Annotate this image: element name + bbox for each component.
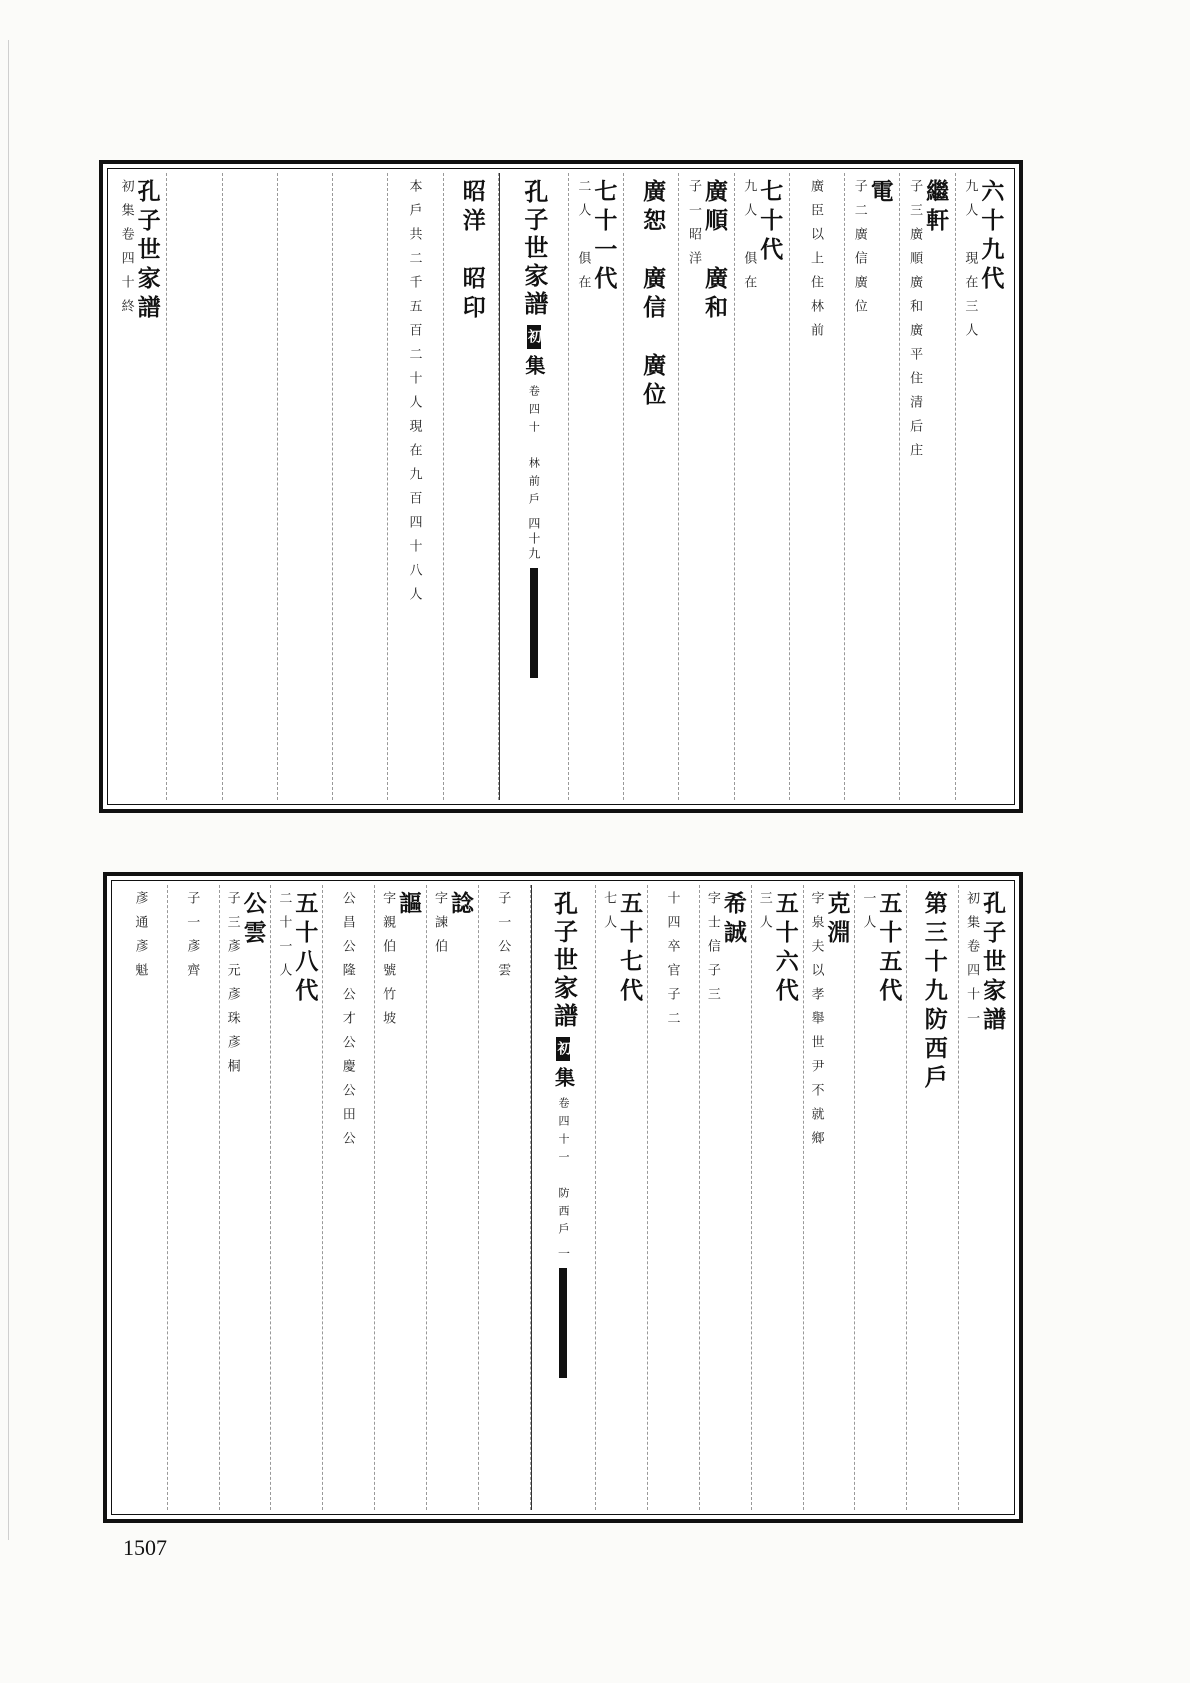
column-main-text: 廣恕 廣信 廣位 bbox=[639, 179, 667, 411]
spine-stack bbox=[519, 179, 549, 800]
spine-mark: 初 bbox=[556, 1037, 570, 1061]
column-note-text: 初集卷四十終 bbox=[118, 179, 134, 323]
spine-title: 孔子世家譜 bbox=[519, 179, 549, 319]
text-column bbox=[116, 885, 168, 1510]
text-column bbox=[479, 885, 531, 1510]
text-column bbox=[959, 885, 1010, 1510]
column-note-text: 二人 俱在 bbox=[575, 179, 591, 299]
text-column bbox=[900, 173, 955, 800]
column-main-text: 五十七代 bbox=[616, 891, 644, 1007]
text-column bbox=[735, 173, 790, 800]
column-note-text: 字泉夫以孝舉世尹不就鄉 bbox=[808, 891, 824, 1155]
text-column bbox=[168, 885, 220, 1510]
text-column bbox=[323, 885, 375, 1510]
text-column bbox=[271, 885, 323, 1510]
column-note-text: 子二廣信廣位 bbox=[851, 179, 867, 323]
text-column bbox=[167, 173, 222, 800]
column-note-text: 二十一人 bbox=[276, 891, 292, 987]
column-main-text: 電 bbox=[866, 179, 894, 208]
text-column bbox=[624, 173, 679, 800]
column-main-text: 諗 bbox=[446, 891, 474, 920]
text-column bbox=[375, 885, 427, 1510]
column-main-text: 昭洋 昭印 bbox=[458, 179, 486, 324]
text-column bbox=[427, 885, 479, 1510]
column-note-text: 廣臣以上住林前 bbox=[808, 179, 824, 347]
column-note-text: 子一彥齊 bbox=[184, 891, 200, 987]
text-column bbox=[596, 885, 648, 1510]
spine-bar bbox=[530, 568, 538, 678]
column-note-text: 三人 bbox=[756, 891, 772, 939]
spine-volume: 集 bbox=[521, 355, 546, 379]
text-column bbox=[956, 173, 1010, 800]
text-column bbox=[648, 885, 700, 1510]
column-note-text: 公昌公隆公才公慶公田公 bbox=[339, 891, 355, 1155]
lower-page-columns bbox=[116, 885, 1010, 1510]
column-note-text: 九人 俱在 bbox=[741, 179, 757, 299]
spine-title: 孔子世家譜 bbox=[549, 891, 579, 1031]
column-main-text: 繼軒 bbox=[922, 179, 950, 237]
upper-page-columns bbox=[112, 173, 1010, 800]
text-column bbox=[700, 885, 752, 1510]
column-note-text: 十四卒官子二 bbox=[664, 891, 680, 1035]
text-column bbox=[845, 173, 900, 800]
column-main-text: 謳 bbox=[395, 891, 423, 920]
text-column bbox=[907, 885, 959, 1510]
column-note-text: 字諫伯 bbox=[431, 891, 447, 963]
column-note-text: 字士信子三 bbox=[704, 891, 720, 1011]
column-note-text: 子三廣順廣和廣平住清后庄 bbox=[907, 179, 923, 467]
text-column bbox=[752, 885, 804, 1510]
text-column bbox=[679, 173, 734, 800]
spine-mark: 初 bbox=[527, 325, 541, 349]
spine-page-label: 四十九 bbox=[526, 517, 541, 562]
column-note-text: 子三彥元彥珠彥桐 bbox=[224, 891, 240, 1083]
column-main-text: 公雲 bbox=[239, 891, 267, 949]
column-note-text: 初集卷四十一 bbox=[964, 891, 980, 1035]
spine-column bbox=[499, 173, 569, 800]
column-main-text: 七十代 bbox=[756, 179, 784, 266]
spine-bar bbox=[559, 1268, 567, 1378]
column-main-text: 七十一代 bbox=[590, 179, 618, 295]
column-main-text: 五十五代 bbox=[875, 891, 903, 1007]
spine-stack bbox=[549, 891, 579, 1510]
column-main-text: 第三十九防西戶 bbox=[920, 891, 948, 1094]
column-main-text: 五十六代 bbox=[771, 891, 799, 1007]
column-note-text: 子一昭洋 bbox=[685, 179, 701, 275]
text-column bbox=[790, 173, 845, 800]
column-main-text: 五十八代 bbox=[291, 891, 319, 1007]
column-main-text: 六十九代 bbox=[977, 179, 1005, 295]
column-note-text: 本戶共二千五百二十人現在九百四十八人 bbox=[406, 179, 422, 611]
text-column bbox=[444, 173, 499, 800]
text-column bbox=[112, 173, 167, 800]
column-main-text: 廣順 廣和 bbox=[700, 179, 728, 324]
spine-subtitle: 卷四十一 防西戶 bbox=[556, 1097, 570, 1241]
spine-subtitle: 卷四十 林前戶 bbox=[527, 385, 541, 511]
scan-edge-line bbox=[8, 40, 9, 1540]
text-column bbox=[804, 885, 856, 1510]
text-column bbox=[333, 173, 388, 800]
text-column bbox=[220, 885, 272, 1510]
text-column bbox=[855, 885, 907, 1510]
lower-page-panel bbox=[103, 872, 1023, 1523]
column-note-text: 子一公雲 bbox=[495, 891, 511, 987]
text-column bbox=[569, 173, 624, 800]
spine-column bbox=[531, 885, 597, 1510]
column-note-text: 九人 現在三人 bbox=[962, 179, 978, 347]
spine-volume: 集 bbox=[551, 1067, 576, 1091]
column-note-text: 字親伯號竹坡 bbox=[380, 891, 396, 1035]
upper-page-panel bbox=[99, 160, 1023, 813]
column-main-text: 孔子世家譜 bbox=[979, 891, 1007, 1036]
spine-page-label: 一 bbox=[556, 1247, 571, 1262]
column-note-text: 一人 bbox=[860, 891, 876, 939]
column-main-text: 孔子世家譜 bbox=[133, 179, 161, 324]
column-main-text: 克淵 bbox=[823, 891, 851, 949]
column-note-text: 彥通彥魁 bbox=[132, 891, 148, 987]
text-column bbox=[278, 173, 333, 800]
column-note-text: 七人 bbox=[601, 891, 617, 939]
text-column bbox=[388, 173, 443, 800]
text-column bbox=[223, 173, 278, 800]
page-number: 1507 bbox=[123, 1535, 167, 1560]
column-main-text: 希誠 bbox=[719, 891, 747, 949]
